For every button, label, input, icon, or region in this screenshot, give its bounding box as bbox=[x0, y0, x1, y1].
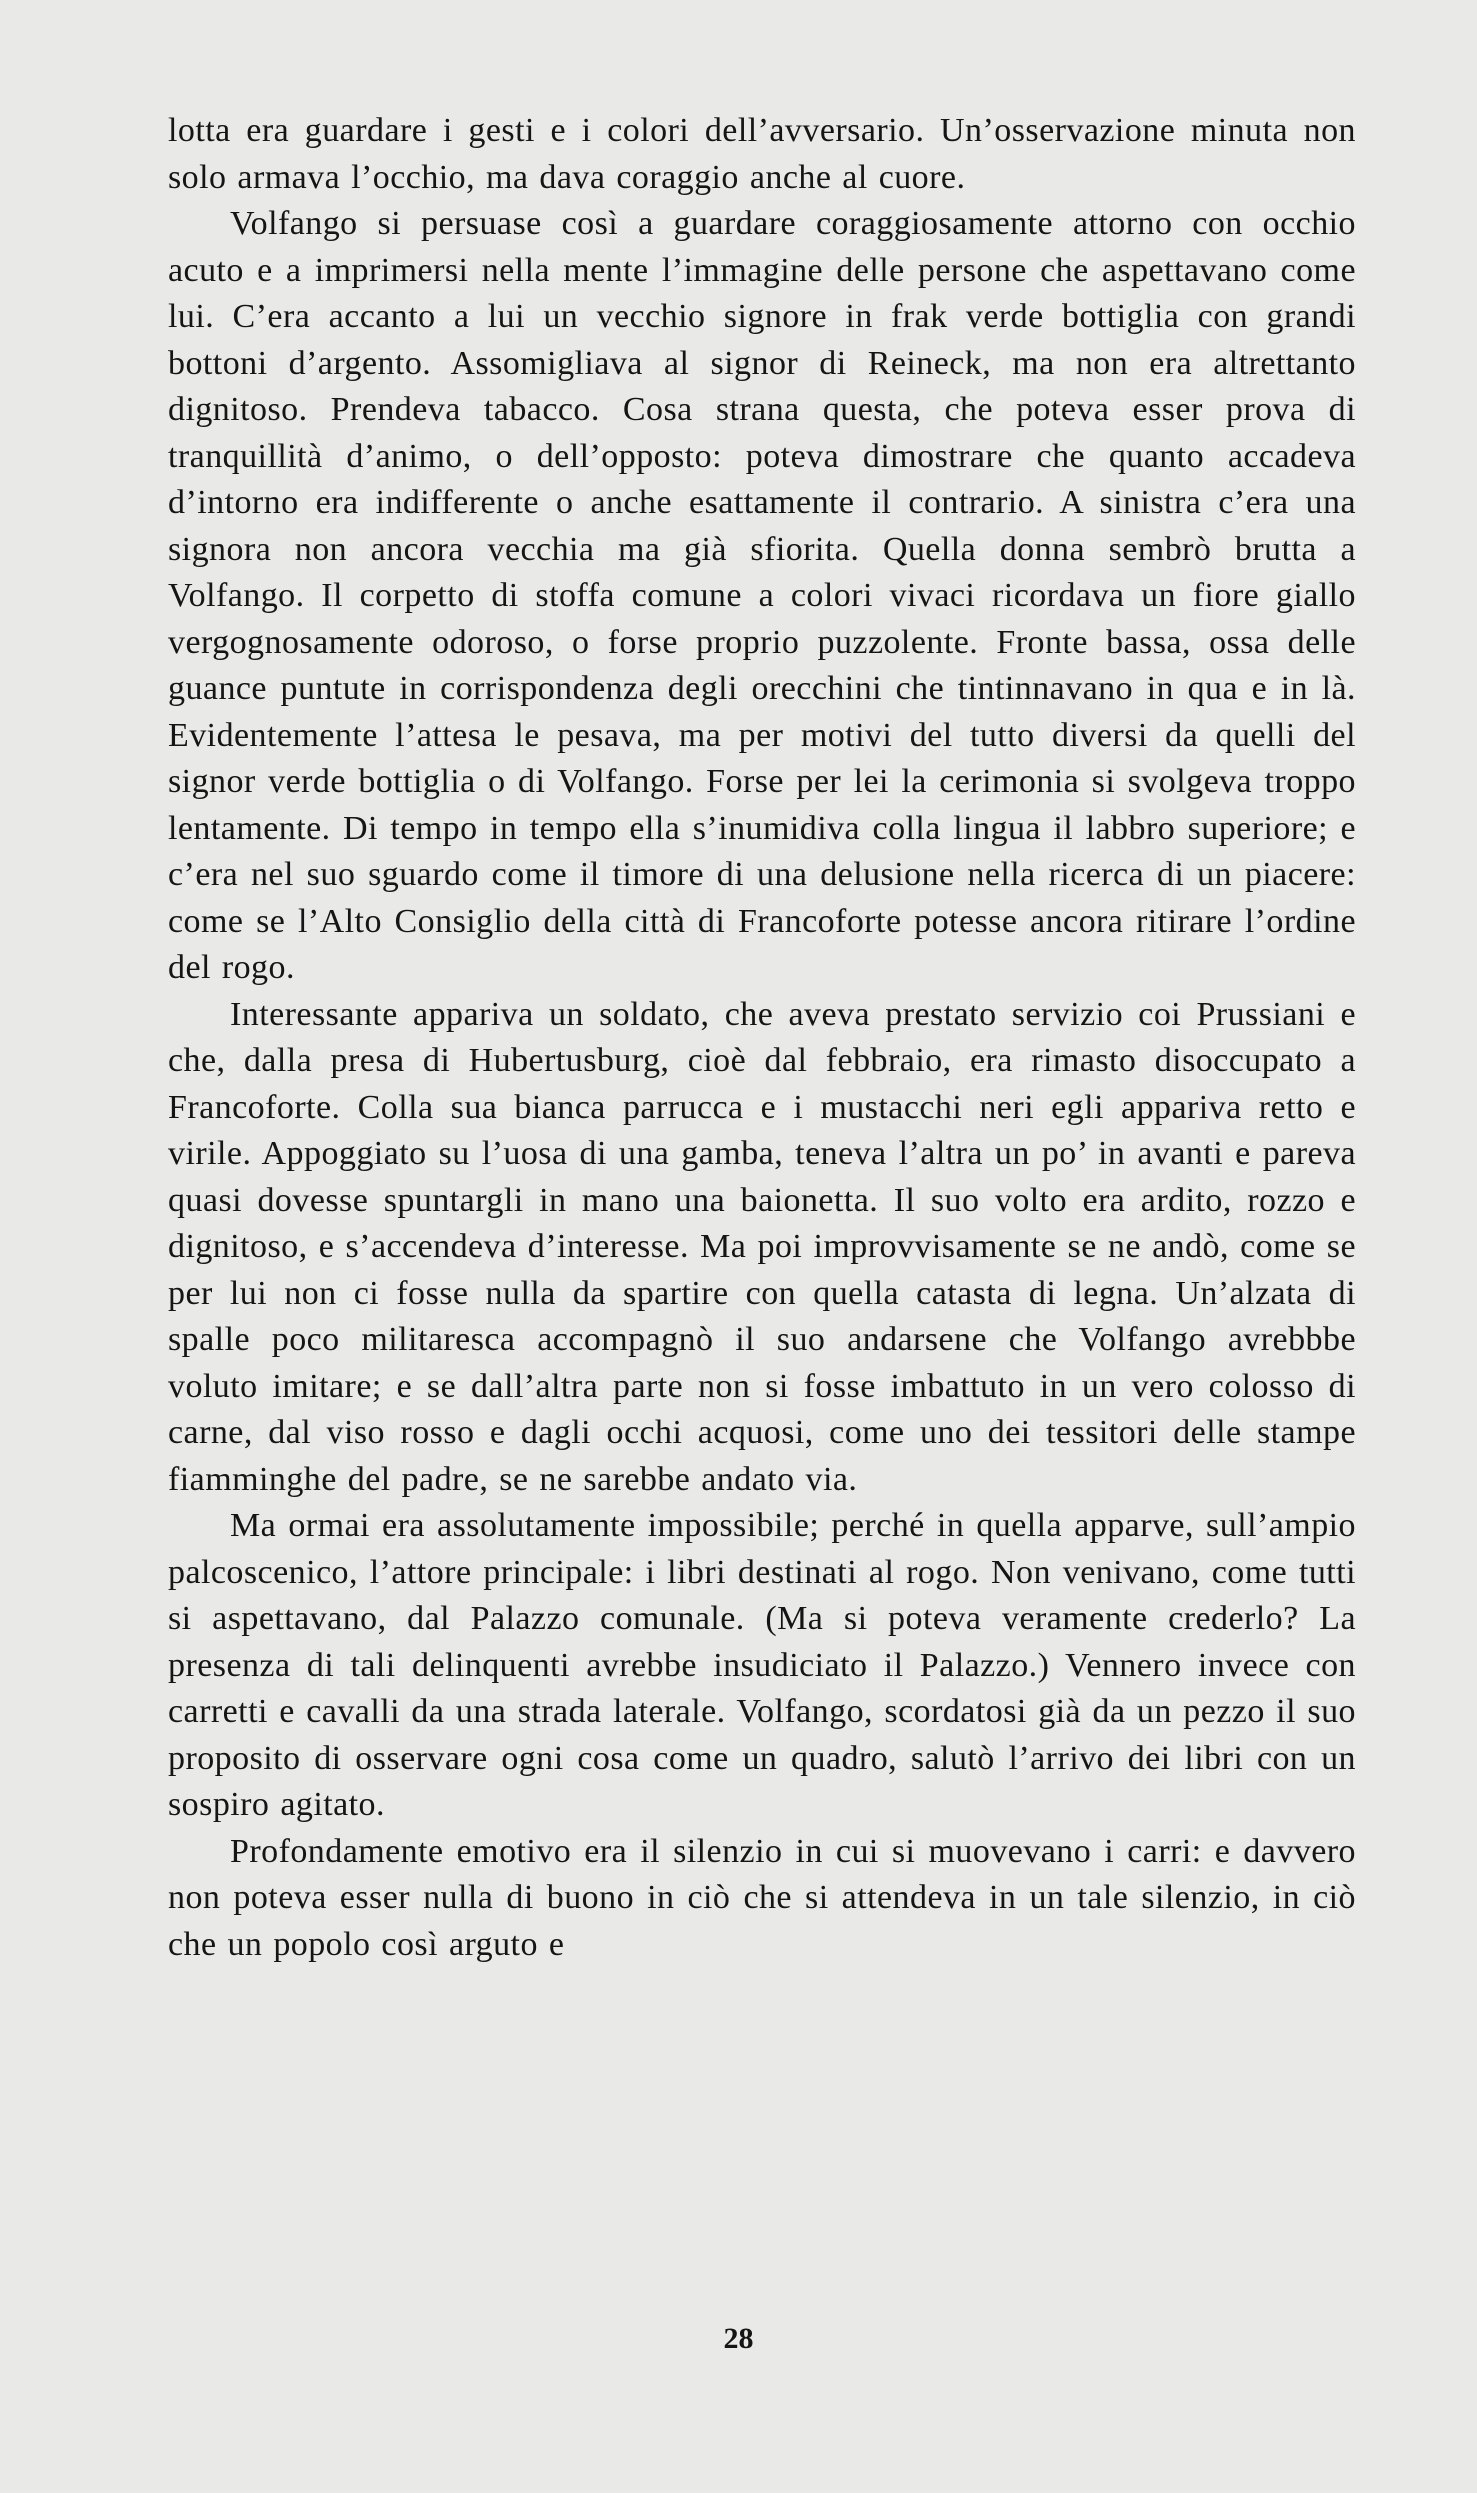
paragraph-2: Volfango si persuase così a guardare coraggiosamente attorno con occhio acuto e a imprimersi nella mente l’immagine delle persone che aspettavano come lui. C’era accanto a lui un vecchio signore in frak verde bottiglia con grandi bottoni d’argento. Assomigliava al signor di Reineck, ma non era altrettanto dignitoso. Prendeva tabacco. Cosa strana questa, che poteva esser prova di tranquillità d’animo, o dell’opposto: poteva dimostrare che quanto accadeva d’intorno era indifferente o anche esattamente il contrario. A sinistra c’era una signora non ancora vecchia ma già sfiorita. Quella donna sembrò brutta a Volfango. Il corpetto di stoffa comune a colori vivaci ricordava un fiore giallo vergognosamente odoroso, o forse proprio puzzolente. Fronte bassa, ossa delle guance puntute in corrispondenza degli orecchini che tintinnavano in qua e in là. Evidentemente l’attesa le pesava, ma per motivi del tutto diversi da quelli del signor verde bottiglia o di Volfango. Forse per lei la cerimonia si svolgeva troppo lentamente. Di tempo in tempo ella s’inumidiva colla lingua il labbro superiore; e c’era nel suo sguardo come il timore di una delusione nella ricerca di un piacere: come se l’Alto Consiglio della città di Francoforte potesse ancora ritirare l’ordine del rogo. bbox=[168, 205, 1356, 986]
paragraph-4: Ma ormai era assolutamente impossibile; perché in quella apparve, sull’ampio palcoscenico, l’attore principale: i libri destinati al rogo. Non venivano, come tutti si aspettavano, dal Palazzo comunale. (Ma si poteva veramente crederlo? La presenza di tali delinquenti avrebbe insudiciato il Palazzo.) Vennero invece con carretti e cavalli da una strada laterale. Volfango, scordatosi già da un pezzo il suo proposito di osservare ogni cosa come un quadro, salutò l’arrivo dei libri con un sospiro agitato. bbox=[168, 1507, 1356, 1823]
paragraph-3: Interessante appariva un soldato, che aveva prestato servizio coi Prussiani e che, dalla presa di Hubertusburg, cioè dal febbraio, era rimasto disoccupato a Francoforte. Colla sua bianca parrucca e i mustacchi neri egli appariva retto e virile. Appoggiato su l’uosa di una gamba, teneva l’altra un po’ in avanti e pareva quasi dovesse spuntargli in mano una baionetta. Il suo volto era ardito, rozzo e dignitoso, e s’accendeva d’interesse. Ma poi improvvisamente se ne andò, come se per lui non ci fosse nulla da spartire con quella catasta di legna. Un’alzata di spalle poco militaresca accompagnò il suo andarsene che Volfango avrebbbe voluto imitare; e se dall’altra parte non si fosse imbattuto in un vero colosso di carne, dal viso rosso e dagli occhi acquosi, come uno dei tessitori delle stampe fiamminghe del padre, se ne sarebbe andato via. bbox=[168, 995, 1356, 1498]
paragraph-1: lotta era guardare i gesti e i colori dell’avversario. Un’osservazione minuta non solo armava l’occhio, ma dava coraggio anche al cuore. bbox=[168, 112, 1356, 196]
paragraph-5: Profondamente emotivo era il silenzio in cui si muovevano i carri: e davvero non poteva esser nulla di buono in ciò che si attendeva in un tale silenzio, in ciò che un popolo così arguto e bbox=[168, 1832, 1356, 1963]
page-number: 28 bbox=[723, 2322, 754, 2355]
body-text bbox=[168, 108, 1356, 1968]
